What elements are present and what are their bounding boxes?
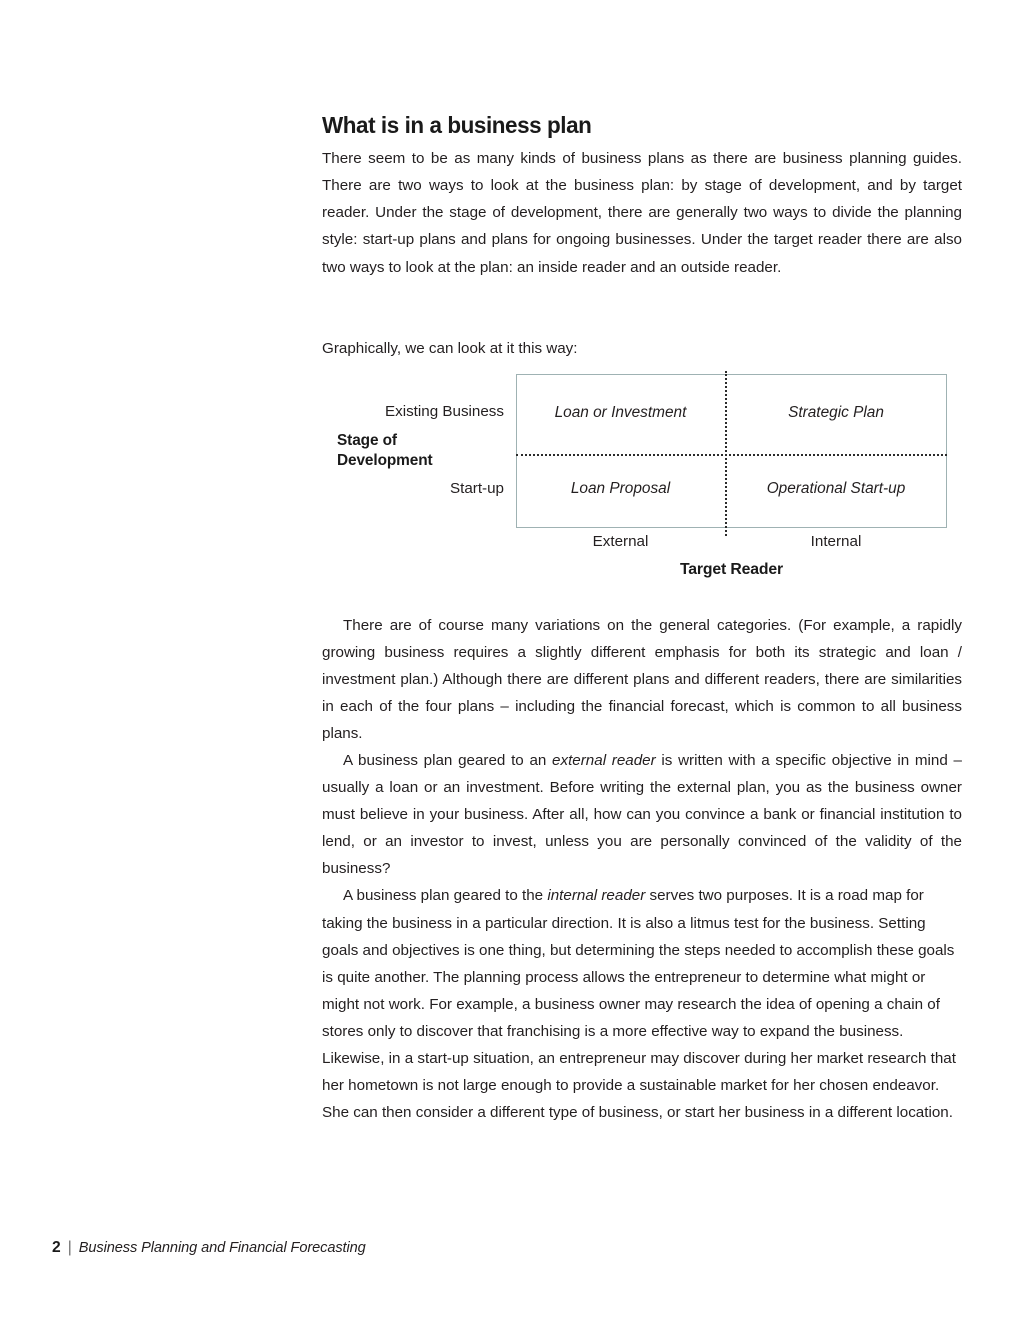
matrix-vertical-divider xyxy=(725,371,727,536)
business-plan-matrix-figure xyxy=(322,338,962,588)
matrix-y-axis-title-line-2: Development xyxy=(337,452,433,469)
page-footer xyxy=(52,1239,366,1257)
matrix-row-label-existing-business: Existing Business xyxy=(384,403,504,420)
article-body-block xyxy=(322,612,962,1126)
figure-intro-line: Graphically, we can look at it this way: xyxy=(322,340,578,357)
footer-page-number: 2 xyxy=(52,1239,61,1256)
matrix-column-label-external: External xyxy=(592,533,649,550)
matrix-column-label-internal: Internal xyxy=(810,533,862,550)
article-header-block xyxy=(322,0,962,281)
page-title: What is in a business plan xyxy=(322,112,592,138)
footer-separator: | xyxy=(67,1239,72,1256)
matrix-horizontal-divider xyxy=(516,454,947,456)
footer-book-title: Business Planning and Financial Forecasting xyxy=(78,1240,366,1256)
matrix-cell-operational-start-up: Operational Start-up xyxy=(766,480,906,497)
matrix-cell-loan-or-investment: Loan or Investment xyxy=(554,404,687,421)
intro-paragraph: There seem to be as many kinds of business plans as there are business planning guides. There are two ways to look at the business plan: by stage of development, and by target reader. Under the stage of development, there are generally two ways to divide the planning style: start-up plans and plans for ongoing businesses. Under the target reader there are also two ways to look at the plan: an inside reader and an outside reader. xyxy=(322,150,962,276)
matrix-y-axis-title-line-1: Stage of xyxy=(337,432,397,449)
matrix-row-label-start-up: Start-up xyxy=(449,480,504,497)
paragraph-external-reader: A business plan geared to an external reader is written with a specific objective in mind – usually a loan or an investment. Before writing the external plan, you as the business owner must believe in your business. After all, how can you convince a bank or financial institution to lend, or an investor to invest, unless you are personally convinced of the validity of the business? xyxy=(322,752,962,878)
paragraph-variations: There are of course many variations on the general categories. (For example, a rapidly growing business requires a slightly different emphasis for both its strategic and loan / investment plan.) Although there are different plans and different readers, there are similarities in each of the four plans – including the financial forecast, which is common to all business plans. xyxy=(322,617,962,743)
matrix-y-axis-title xyxy=(337,431,433,471)
matrix-x-axis-title: Target Reader xyxy=(679,561,784,578)
matrix-outer-box xyxy=(516,374,947,528)
matrix-cell-loan-proposal: Loan Proposal xyxy=(570,480,671,497)
paragraph-internal-reader: A business plan geared to the internal reader serves two purposes. It is a road map for taking the business in a particular direction. It is also a litmus test for the business. Setting goals and objectives is one thing, but determining the steps needed to accomplish these goals is quite another. The planning process allows the entrepreneur to determine what might or might not work. For example, a business owner may research the idea of opening a chain of stores only to discover that franchising is a more effective way to expand the business. Likewise, in a start-up situation, an entrepreneur may discover during her market research that her hometown is not large enough to provide a sustainable market for her chosen endeavor. She can then consider a different type of business, or start her business in a different location. xyxy=(322,887,956,1121)
matrix-cell-strategic-plan: Strategic Plan xyxy=(788,404,884,421)
